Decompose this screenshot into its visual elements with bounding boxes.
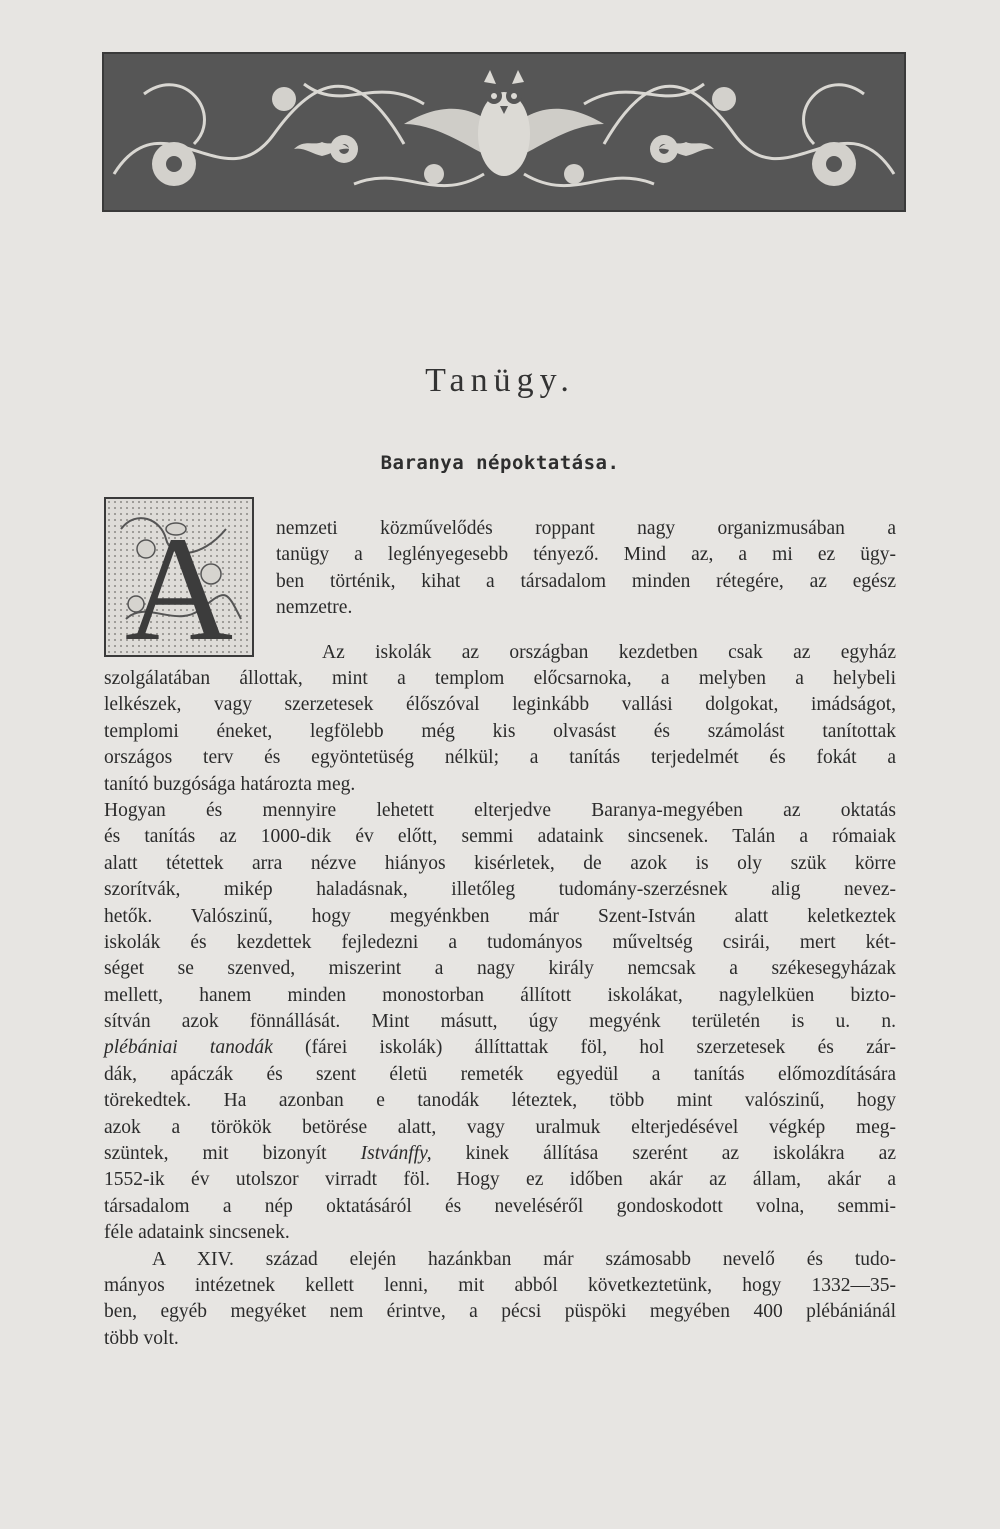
chapter-title: Tanügy. [425, 362, 575, 399]
text-line: séget se szenved, miszerint a nagy király nemcsak a székesegyházak [104, 958, 896, 980]
section-title: Baranya népoktatása. [380, 452, 620, 474]
text-line [104, 1141, 896, 1167]
text-line: hetők. Valószinű, hogy megyénkben már Szent-István alatt keletkeztek [104, 905, 896, 927]
text-fragment: kinek állítása szerént az iskolákra az [431, 1143, 896, 1165]
text-line: nemzetre. [276, 597, 353, 619]
drop-cap-illustration [104, 497, 254, 657]
text-line: több volt. [104, 1327, 179, 1349]
ornamental-header-owl-illustration [102, 52, 906, 212]
intro-paragraph [276, 516, 896, 622]
text-line: iskolák és kezdettek fejledezni a tudományos műveltség csirái, mert két- [104, 931, 896, 953]
text-line: mellett, hanem minden monostorban állított iskolákat, nagylelküen bizto- [104, 984, 896, 1006]
text-line: tanügy a leglényegesebb tényező. Mind az, a mi ez ügy- [276, 544, 896, 566]
italic-name: Istvánffy, [360, 1143, 432, 1165]
body-text [104, 666, 896, 1352]
text-line: nemzeti közművelődés roppant nagy organizmusában a [276, 518, 896, 539]
text-line: szolgálatában állottak, mint a templom előcsarnoka, a melyben a helybeli [104, 668, 896, 689]
text-line: mányos intézetnek kellett lenni, mit abból következtetünk, hogy 1332—35- [104, 1274, 896, 1296]
text-line: Hogyan és mennyire lehetett elterjedve Baranya-megyében az oktatás [104, 799, 896, 821]
text-line: ben történik, kihat a társadalom minden rétegére, az egész [276, 570, 896, 592]
paragraph-1-first-line [322, 640, 896, 666]
text-fragment: szüntek, mit bizonyít [104, 1143, 361, 1165]
text-line: törekedtek. Ha azonban e tanodák léteztek, több mint valószinű, hogy [104, 1090, 896, 1112]
text-line: A XIV. század elején hazánkban már számosabb nevelő és tudo- [152, 1248, 896, 1270]
italic-term: plébániai tanodák [104, 1037, 273, 1059]
text-line: templomi éneket, legfölebb még kis olvasást és számolást tanítottak [104, 720, 896, 742]
text-line: 1552-ik év utolszor virradt föl. Hogy ez időben akár az állam, akár a [104, 1169, 896, 1191]
text-line: sítván azok fönnállását. Mint másutt, úgy megyénk területén is u. n. [104, 1011, 896, 1033]
text-line: szorítvák, mikép haladásnak, illetőleg tudomány-szerzésnek alig nevez- [104, 879, 896, 901]
text-line: dák, apáczák és szent életü remeték egyedül a tanítás előmozdítására [104, 1063, 896, 1085]
text-line: társadalom a nép oktatásáról és neveléséről gondoskodott volna, semmi- [104, 1195, 896, 1217]
text-line: országos terv és egyöntetüség nélkül; a tanítás terjedelmét és fokát a [104, 747, 896, 769]
text-line: tanító buzgósága határozta meg. [104, 773, 356, 795]
text-line: lelkészek, vagy szerzetesek élőszóval leginkább vallási dolgokat, imádságot, [104, 694, 896, 716]
text-line: ben, egyéb megyéket nem érintve, a pécsi püspöki megyében 400 plébániánál [104, 1301, 896, 1323]
text-fragment: (fárei iskolák) állíttattak föl, hol szerzetesek és zár- [272, 1037, 897, 1059]
drop-cap-letter: A [124, 506, 234, 655]
text-line: alatt tétettek arra nézve hiányos kisérletek, de azok is oly szük körre [104, 852, 896, 874]
text-line: azok a törökök betörése alatt, vagy uralmuk elterjedésével végkép meg- [104, 1116, 896, 1138]
text-line: és tanítás az 1000-dik év előtt, semmi adataink sincsenek. Talán a rómaiak [104, 826, 896, 848]
text-line: Az iskolák az országban kezdetben csak az egyház [322, 642, 896, 663]
text-line: féle adataink sincsenek. [104, 1222, 290, 1244]
text-line [104, 1035, 896, 1061]
